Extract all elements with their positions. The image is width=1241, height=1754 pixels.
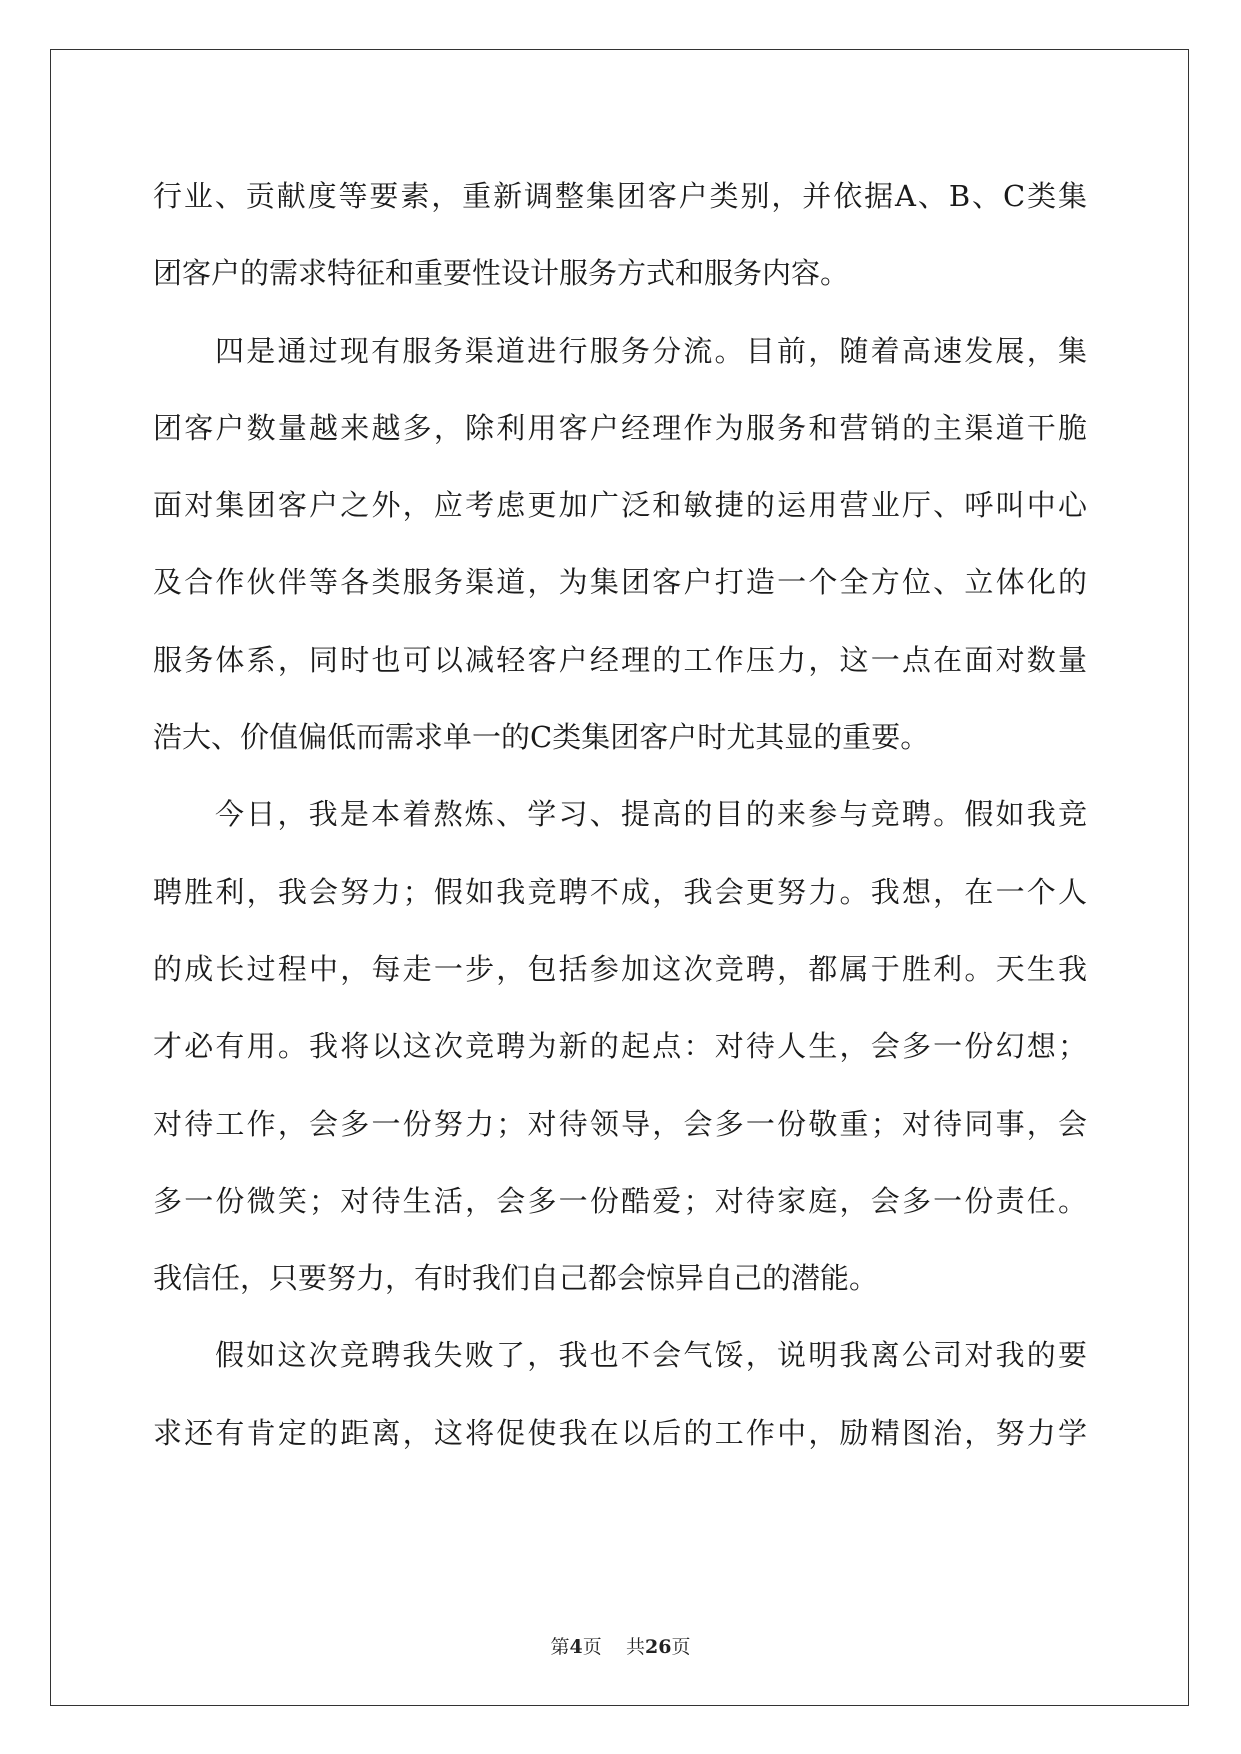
paragraph-start-line: 四是通过现有服务渠道进行服务分流。目前，随着高速发展，集 bbox=[215, 333, 1087, 368]
footer-prefix: 第 bbox=[550, 1636, 570, 1658]
footer-total-unit: 页 bbox=[671, 1636, 691, 1658]
text-line: 求还有肯定的距离，这将促使我在以后的工作中，励精图治，努力学 bbox=[153, 1415, 1087, 1450]
footer-page-unit: 页 bbox=[582, 1636, 602, 1658]
text-line: 服务体系，同时也可以减轻客户经理的工作压力，这一点在面对数量 bbox=[153, 642, 1087, 677]
text-line: 多一份微笑；对待生活，会多一份酷爱；对待家庭，会多一份责任。 bbox=[153, 1183, 1087, 1218]
text-line: 团客户数量越来越多，除利用客户经理作为服务和营销的主渠道干脆 bbox=[153, 410, 1087, 445]
footer-total-prefix: 共 bbox=[625, 1636, 645, 1658]
paragraph-start-line: 假如这次竞聘我失败了，我也不会气馁，说明我离公司对我的要 bbox=[215, 1338, 1087, 1373]
text-line: 的成长过程中，每走一步，包括参加这次竞聘，都属于胜利。天生我 bbox=[153, 951, 1087, 986]
current-page-number: 4 bbox=[569, 1636, 583, 1658]
text-line: 对待工作，会多一份努力；对待领导，会多一份敬重；对待同事，会 bbox=[153, 1106, 1087, 1141]
text-line: 团客户的需求特征和重要性设计服务方式和服务内容。 bbox=[153, 256, 850, 291]
text-line: 行业、贡献度等要素，重新调整集团客户类别，并依据A、B、C类集 bbox=[153, 179, 1087, 213]
text-line: 我信任，只要努力，有时我们自己都会惊异自己的潜能。 bbox=[153, 1261, 879, 1296]
text-line: 聘胜利，我会努力；假如我竞聘不成，我会更努力。我想，在一个人 bbox=[153, 874, 1087, 909]
document-body bbox=[153, 158, 1087, 1472]
paragraph-start-line: 今日，我是本着熬炼、学习、提高的目的来参与竞聘。假如我竞 bbox=[215, 797, 1087, 832]
text-line: 才必有用。我将以这次竞聘为新的起点：对待人生，会多一份幻想； bbox=[153, 1029, 1087, 1064]
text-line: 面对集团客户之外，应考虑更加广泛和敏捷的运用营业厅、呼叫中心 bbox=[153, 488, 1087, 523]
text-line: 及合作伙伴等各类服务渠道，为集团客户打造一个全方位、立体化的 bbox=[153, 565, 1087, 600]
text-line: 浩大、价值偏低而需求单一的C类集团客户时尤其显的重要。 bbox=[153, 720, 930, 755]
page-footer bbox=[0, 1632, 1241, 1659]
total-pages-number: 26 bbox=[644, 1636, 672, 1658]
